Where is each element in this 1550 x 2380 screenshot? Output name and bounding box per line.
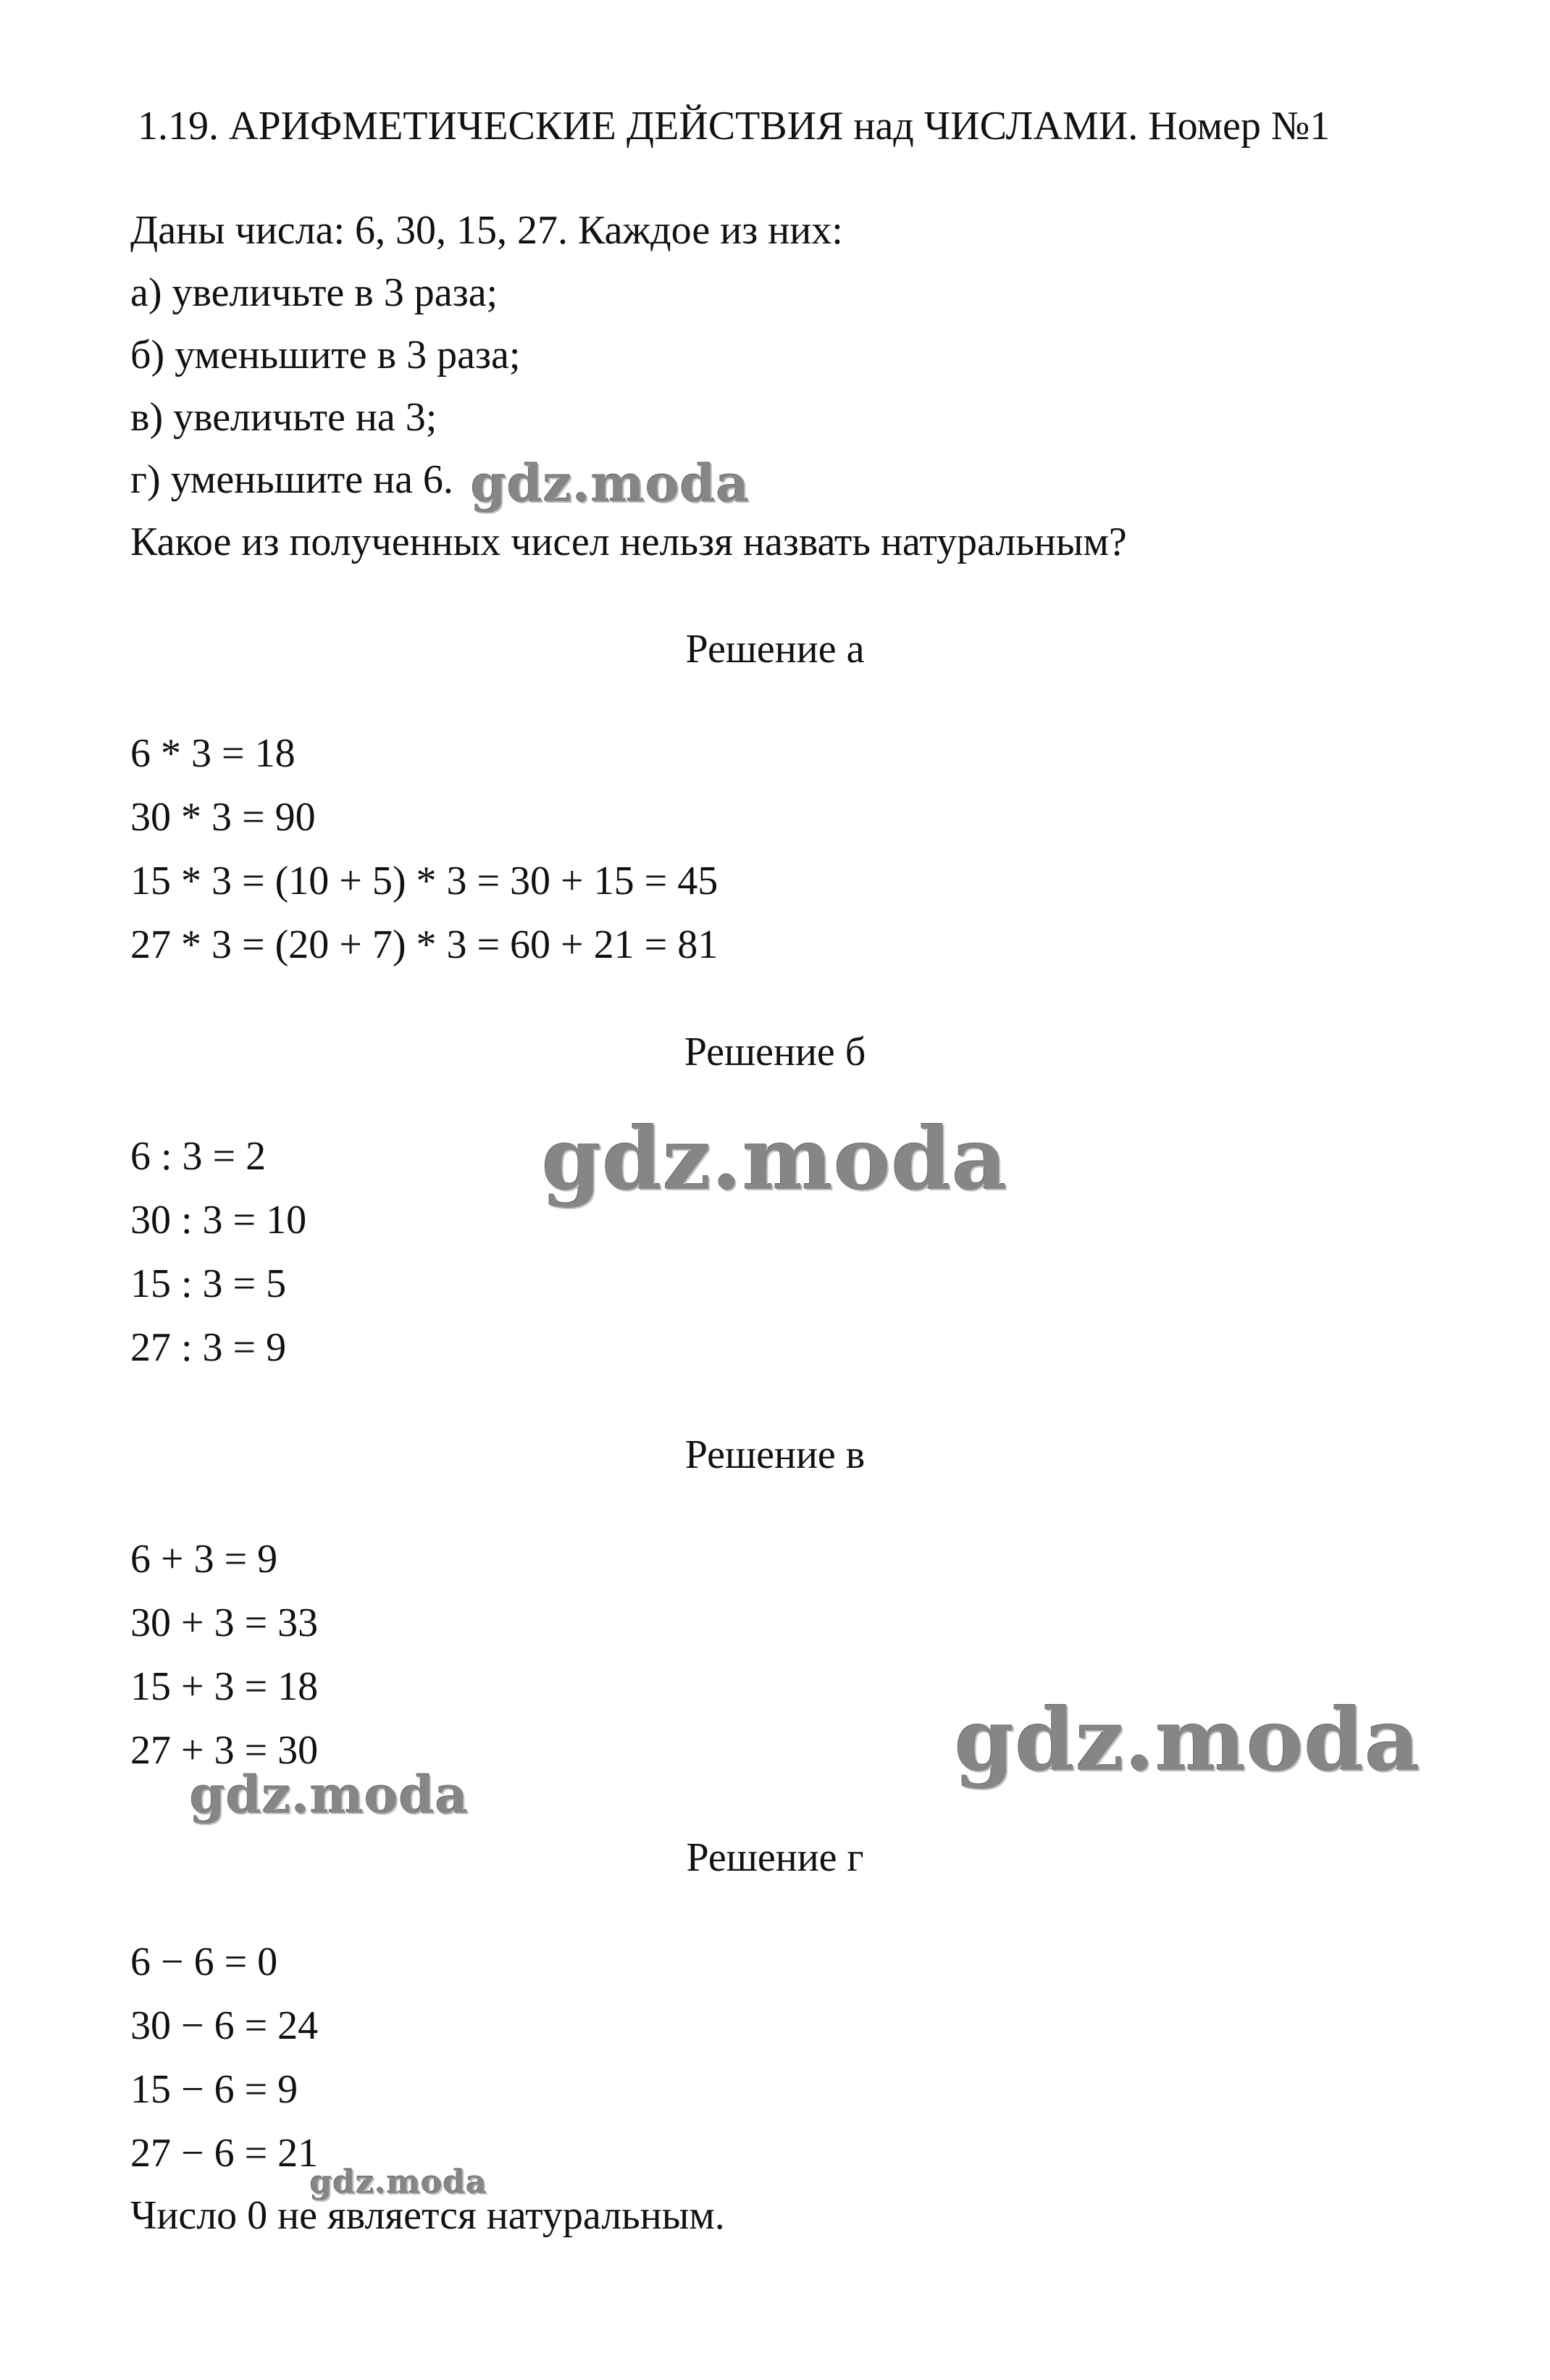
- solution-g-heading: Решение г: [686, 1835, 864, 1880]
- solution-b-line: 6 : 3 = 2: [130, 1134, 267, 1179]
- solution-a-line: 6 * 3 = 18: [130, 731, 296, 776]
- page-title: 1.19. АРИФМЕТИЧЕСКИЕ ДЕЙСТВИЯ над ЧИСЛАМИ. Номер №1: [138, 104, 1331, 149]
- task-intro: Даны числа: 6, 30, 15, 27. Каждое из них:: [130, 208, 843, 253]
- task-question: Какое из полученных чисел нельзя назвать натуральным?: [130, 519, 1127, 564]
- solution-b-line: 27 : 3 = 9: [130, 1325, 287, 1370]
- solution-v-line: 6 + 3 = 9: [130, 1537, 278, 1582]
- solution-a-heading: Решение а: [685, 627, 865, 672]
- task-item-v: в) увеличьте на 3;: [130, 395, 437, 440]
- watermark: gdz.moda: [190, 1765, 469, 1825]
- solution-v-line: 15 + 3 = 18: [130, 1664, 319, 1709]
- solution-b-heading: Решение б: [684, 1030, 866, 1074]
- task-item-b: б) уменьшите в 3 раза;: [130, 333, 521, 377]
- solution-g-line: 27 − 6 = 21: [130, 2131, 319, 2176]
- watermark: gdz.moda: [310, 2164, 488, 2201]
- solution-g-line: 30 − 6 = 24: [130, 2003, 319, 2048]
- solution-a-line: 27 * 3 = (20 + 7) * 3 = 60 + 21 = 81: [130, 922, 719, 967]
- solution-v-heading: Решение в: [684, 1432, 866, 1477]
- solution-b-line: 30 : 3 = 10: [130, 1198, 307, 1243]
- solution-a-line: 15 * 3 = (10 + 5) * 3 = 30 + 15 = 45: [130, 859, 719, 903]
- task-item-a: а) увеличьте в 3 раза;: [130, 270, 498, 315]
- solution-g-line: 15 − 6 = 9: [130, 2067, 298, 2112]
- watermark: gdz.moda: [955, 1690, 1421, 1790]
- task-item-g: г) уменьшите на 6.: [130, 457, 453, 502]
- solution-b-line: 15 : 3 = 5: [130, 1261, 287, 1306]
- conclusion-text: Число 0 не является натуральным.: [130, 2193, 725, 2238]
- watermark: gdz.moda: [471, 454, 750, 514]
- solution-v-line: 30 + 3 = 33: [130, 1600, 319, 1645]
- solution-g-line: 6 − 6 = 0: [130, 1940, 278, 1984]
- solution-a-line: 30 * 3 = 90: [130, 795, 316, 840]
- watermark: gdz.moda: [542, 1108, 1008, 1209]
- solution-v-line: 27 + 3 = 30: [130, 1728, 319, 1773]
